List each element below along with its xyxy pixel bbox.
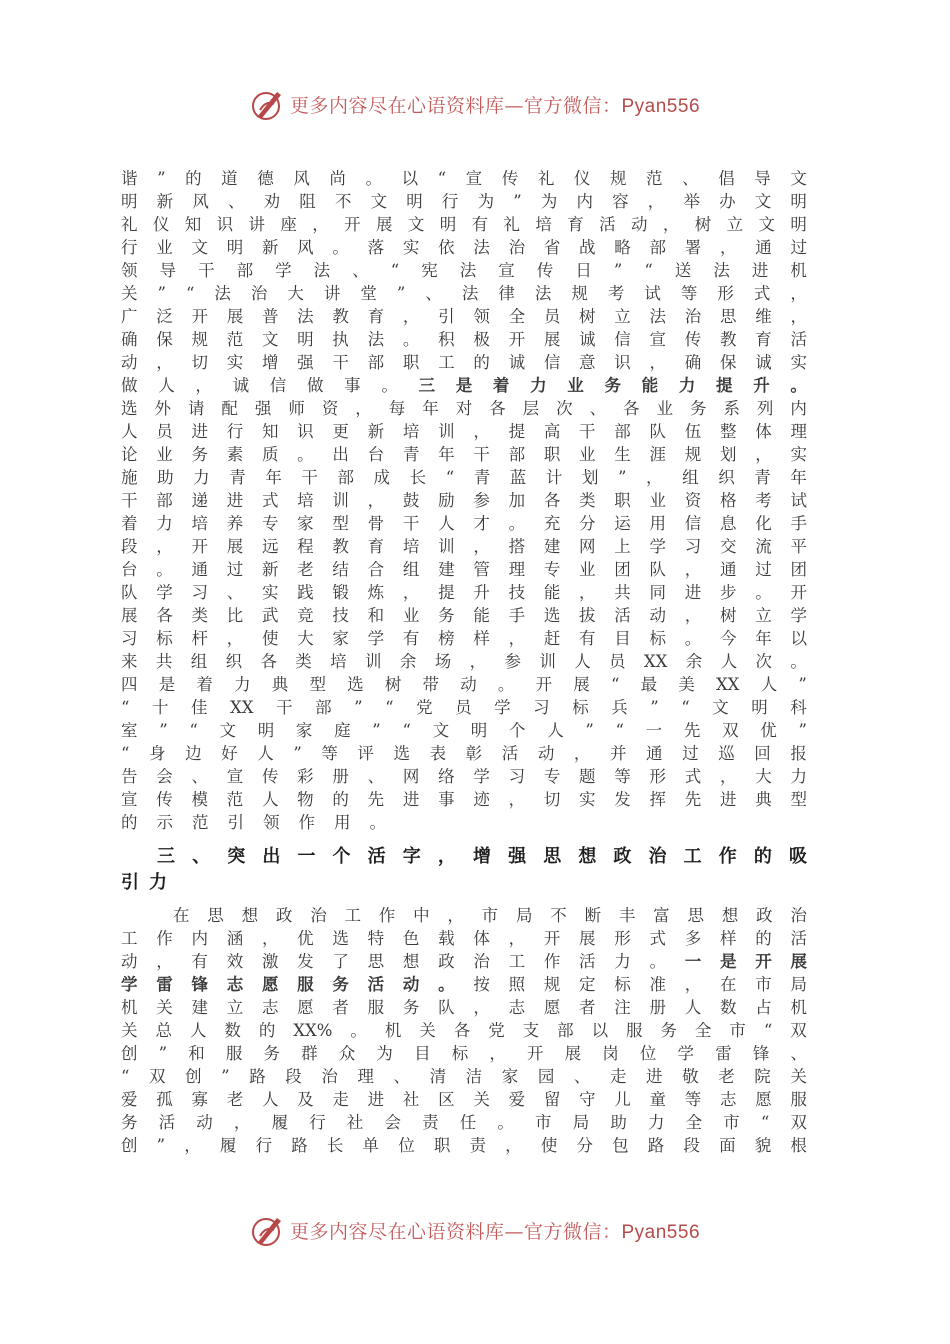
- paragraph-line: 谐 ” 的 道 德 风 尚 。 以 “ 宣 传 礼 仪 规 范 、 倡 导 文: [121, 169, 807, 188]
- paragraph-line: 关 ” “ 法 治 大 讲 堂 ” 、 法 律 法 规 考 试 等 形 式 ，: [121, 284, 807, 303]
- section-heading: 引 力: [121, 872, 167, 893]
- footer-banner: [0, 1210, 950, 1250]
- paragraph-line: “ 身 边 好 人 ” 等 评 选 表 彰 活 动 ， 并 通 过 巡 回 报: [121, 744, 807, 763]
- paragraph-line: 明 新 风 、 劝 阻 不 文 明 行 为 ” 为 内 容 ， 举 办 文 明: [121, 192, 807, 211]
- paragraph-line: 展 各 类 比 武 竞 技 和 业 务 能 手 选 拔 活 动 ， 树 立 学: [121, 606, 807, 625]
- banner-wechat-id: Pyan556: [621, 1221, 701, 1243]
- paragraph-line: 人 员 进 行 知 识 更 新 培 训 ， 提 高 干 部 队 伍 整 体 理: [121, 422, 807, 441]
- paragraph-line: 动 ， 有 效 激 发 了 思 想 政 治 工 作 活 力 。 一 是 开 展: [121, 952, 807, 971]
- pen-logo-icon: [250, 86, 286, 122]
- document-body: [121, 167, 807, 1157]
- paragraph-line: 动 ， 切 实 增 强 干 部 职 工 的 诚 信 意 识 ， 确 保 诚 实: [121, 353, 807, 372]
- paragraph-line: 台 。 通 过 新 老 结 合 组 建 管 理 专 业 团 队 ， 通 过 团: [121, 560, 807, 579]
- paragraph-line: 礼 仪 知 识 讲 座 ， 开 展 文 明 有 礼 培 育 活 动 ， 树 立 文 明: [121, 215, 807, 234]
- paragraph-line: 创 ” ， 履 行 路 长 单 位 职 责 ， 使 分 包 路 段 面 貌 根: [121, 1136, 807, 1155]
- paragraph-line: 学 雷 锋 志 愿 服 务 活 动 。 按 照 规 定 标 准 ， 在 市 局: [121, 975, 807, 994]
- paragraph-line: 队 学 习 、 实 践 锻 炼 ， 提 升 技 能 ， 共 同 进 步 。 开: [121, 583, 807, 602]
- paragraph-line: 告 会 、 宣 传 彩 册 、 网 络 学 习 专 题 等 形 式 ， 大 力: [121, 767, 807, 786]
- paragraph-line: 着 力 培 养 专 家 型 骨 干 人 才 。 充 分 运 用 信 息 化 手: [121, 514, 807, 533]
- paragraph-line: 在 思 想 政 治 工 作 中 ， 市 局 不 断 丰 富 思 想 政 治: [173, 906, 807, 925]
- paragraph-line: 确 保 规 范 文 明 执 法 。 积 极 开 展 诚 信 宣 传 教 育 活: [121, 330, 807, 349]
- paragraph-line: 领 导 干 部 学 法 、 “ 宪 法 宣 传 日 ” “ 送 法 进 机: [121, 261, 807, 280]
- paragraph-line: 务 活 动 ， 履 行 社 会 责 任 。 市 局 助 力 全 市 “ 双: [121, 1113, 807, 1132]
- paragraph-line: 广 泛 开 展 普 法 教 育 ， 引 领 全 员 树 立 法 治 思 维 ，: [121, 307, 807, 326]
- paragraph-line: 干 部 递 进 式 培 训 ， 鼓 励 参 加 各 类 职 业 资 格 考 试: [121, 491, 807, 510]
- paragraph-line: 做 人 ， 诚 信 做 事 。 三 是 着 力 业 务 能 力 提 升 。: [121, 376, 807, 395]
- paragraph-line: 室 ” “ 文 明 家 庭 ” “ 文 明 个 人 ” “ 一 先 双 优 ”: [121, 721, 807, 740]
- paragraph-line: 宣 传 模 范 人 物 的 先 进 事 迹 ， 切 实 发 挥 先 进 典 型: [121, 790, 807, 809]
- section-heading: 三 、 突 出 一 个 活 字 ， 增 强 思 想 政 治 工 作 的 吸: [157, 846, 807, 867]
- paragraph-line: 爱 孤 寡 老 人 及 走 进 社 区 关 爱 留 守 儿 童 等 志 愿 服: [121, 1090, 807, 1109]
- paragraph-line: 选 外 请 配 强 师 资 ， 每 年 对 各 层 次 、 各 业 务 系 列 内: [121, 399, 807, 418]
- paragraph-line: 论 业 务 素 质 。 出 台 青 年 干 部 职 业 生 涯 规 划 ， 实: [121, 445, 807, 464]
- header-banner: [0, 84, 950, 124]
- paragraph-line: 施 助 力 青 年 干 部 成 长 “ 青 蓝 计 划 ” ， 组 织 青 年: [121, 468, 807, 487]
- paragraph-line: 四 是 着 力 典 型 选 树 带 动 。 开 展 “ 最 美 XX 人 ”: [121, 675, 807, 694]
- banner-text: 更多内容尽在心语资料库—官方微信：Pyan556: [289, 1220, 701, 1243]
- paragraph-line: 关 总 人 数 的 XX% 。 机 关 各 党 支 部 以 服 务 全 市 “ 双: [121, 1021, 807, 1040]
- paragraph-line: “ 十 佳 XX 干 部 ” “ 党 员 学 习 标 兵 ” “ 文 明 科: [121, 698, 807, 717]
- paragraph-line: 行 业 文 明 新 风 。 落 实 依 法 治 省 战 略 部 署 ， 通 过: [121, 238, 807, 257]
- paragraph-line: 习 标 杆 ， 使 大 家 学 有 榜 样 ， 赶 有 目 标 。 今 年 以: [121, 629, 807, 648]
- paragraph-line: “ 双 创 ” 路 段 治 理 、 清 洁 家 园 、 走 进 敬 老 院 关: [121, 1067, 807, 1086]
- banner-text: 更多内容尽在心语资料库—官方微信：Pyan556: [289, 94, 701, 117]
- paragraph-line: 段 ， 开 展 远 程 教 育 培 训 ， 搭 建 网 上 学 习 交 流 平: [121, 537, 807, 556]
- paragraph-line: 工 作 内 涵 ， 优 选 特 色 载 体 ， 开 展 形 式 多 样 的 活: [121, 929, 807, 948]
- pen-logo-icon: [250, 1212, 286, 1248]
- paragraph-line: 创 ” 和 服 务 群 众 为 目 标 ， 开 展 岗 位 学 雷 锋 、: [121, 1044, 807, 1063]
- paragraph-line: 的 示 范 引 领 作 用 。: [121, 813, 386, 832]
- banner-wechat-id: Pyan556: [621, 95, 701, 117]
- paragraph-line: 机 关 建 立 志 愿 者 服 务 队 ， 志 愿 者 注 册 人 数 占 机: [121, 998, 807, 1017]
- paragraph-line: 来 共 组 织 各 类 培 训 余 场 ， 参 训 人 员 XX 余 人 次 。: [121, 652, 807, 671]
